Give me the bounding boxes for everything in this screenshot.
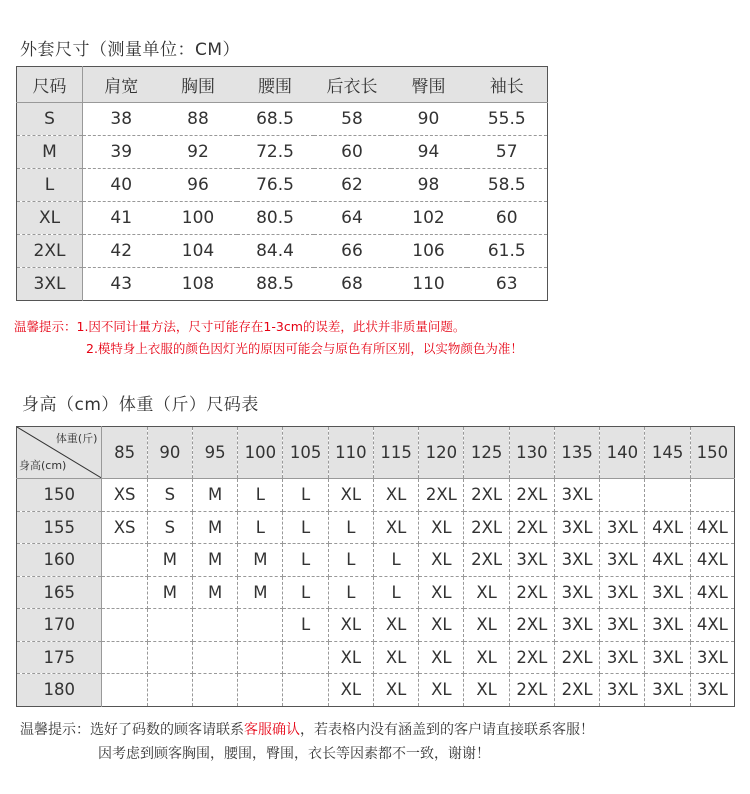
recommended-size-cell: 2XL: [509, 674, 554, 707]
recommended-size-cell: 3XL: [690, 641, 734, 674]
recommended-size-cell: L: [283, 576, 328, 609]
footer-tip-prefix: 温馨提示：选好了码数的顾客请联系: [20, 722, 244, 738]
recommended-size-cell: L: [238, 479, 283, 512]
recommended-size-cell: S: [147, 479, 192, 512]
recommended-size-cell: L: [373, 544, 418, 577]
measurement-column-header: 袖长: [467, 67, 548, 103]
recommended-size-cell: [102, 674, 147, 707]
height-row: [17, 641, 735, 674]
measurement-cell: 76.5: [237, 169, 314, 202]
recommended-size-cell: L: [328, 576, 373, 609]
recommended-size-cell: [192, 641, 237, 674]
recommended-size-cell: 3XL: [645, 674, 690, 707]
measurement-cell: 42: [83, 235, 160, 268]
weight-column-header: 145: [645, 427, 690, 479]
height-row: [17, 674, 735, 707]
measurement-cell: 61.5: [467, 235, 548, 268]
recommended-size-cell: 3XL: [554, 576, 599, 609]
recommended-size-cell: [238, 609, 283, 642]
recommended-size-cell: 4XL: [690, 576, 734, 609]
recommended-size-cell: 4XL: [690, 609, 734, 642]
height-label-cell: 160: [17, 544, 102, 577]
hw-header-row: [17, 427, 735, 479]
recommended-size-cell: XL: [464, 576, 509, 609]
recommended-size-cell: 3XL: [645, 641, 690, 674]
height-row: [17, 479, 735, 512]
measurement-cell: 66: [314, 235, 391, 268]
measurement-cell: 41: [83, 202, 160, 235]
recommended-size-cell: 3XL: [554, 544, 599, 577]
recommended-size-cell: [102, 576, 147, 609]
measurement-cell: 108: [181, 274, 215, 294]
recommended-size-cell: 2XL: [509, 641, 554, 674]
recommended-size-cell: 3XL: [696, 680, 728, 700]
recommended-size-cell: 3XL: [645, 576, 690, 609]
recommended-size-cell: M: [192, 511, 237, 544]
measurement-cell: 60: [467, 202, 548, 235]
recommended-size-cell: XL: [419, 674, 464, 707]
corner-cell: [17, 427, 102, 479]
footer-tip-1: [20, 719, 594, 739]
recommended-size-cell: 3XL: [600, 674, 645, 707]
measurement-cell: 102: [391, 202, 467, 235]
measurement-column-header: 腰围: [237, 67, 314, 103]
weight-column-header: 120: [419, 427, 464, 479]
weight-column-header: 125: [464, 427, 509, 479]
recommended-size-cell: L: [283, 609, 328, 642]
weight-column-header: 115: [373, 427, 418, 479]
measurement-cell: 88: [160, 103, 237, 136]
recommended-size-cell: 4XL: [690, 511, 734, 544]
recommended-size-cell: 3XL: [554, 609, 599, 642]
garment-size-title: 外套尺寸（测量单位：CM）: [20, 40, 241, 60]
recommended-size-cell: M: [192, 479, 237, 512]
height-row: [17, 544, 735, 577]
weight-column-header: 150: [690, 427, 734, 479]
recommended-size-cell: L: [238, 511, 283, 544]
confirm-with-service-highlight: 客服确认: [244, 722, 300, 738]
recommended-size-cell: 3XL: [600, 511, 645, 544]
recommended-size-cell: 3XL: [600, 544, 645, 577]
recommended-size-cell: 3XL: [645, 609, 690, 642]
recommended-size-cell: L: [283, 479, 328, 512]
recommended-size-cell: 2XL: [509, 609, 554, 642]
height-row: [17, 511, 735, 544]
recommended-size-cell: M: [147, 544, 192, 577]
measurement-cell: 84.4: [237, 235, 314, 268]
measurement-cell: 110: [412, 274, 445, 294]
recommended-size-cell: XL: [419, 544, 464, 577]
measurement-cell: 58.5: [467, 169, 548, 202]
recommended-size-cell: [147, 674, 192, 707]
recommended-size-cell: L: [373, 576, 418, 609]
recommended-size-cell: 2XL: [509, 511, 554, 544]
color-note: 2.模特身上衣服的颜色因灯光的原因可能会与原色有所区别，以实物颜色为准！: [86, 341, 523, 356]
recommended-size-cell: 3XL: [600, 641, 645, 674]
height-label-cell: 175: [17, 641, 102, 674]
recommended-size-cell: XL: [373, 641, 418, 674]
size-label-cell: S: [17, 103, 83, 136]
recommended-size-cell: XL: [328, 641, 373, 674]
recommended-size-cell: XL: [373, 674, 418, 707]
recommended-size-cell: [283, 641, 328, 674]
recommended-size-cell: 4XL: [690, 544, 734, 577]
size-label-cell: L: [17, 169, 83, 202]
recommended-size-cell: XL: [373, 609, 418, 642]
size-label-cell: 3XL: [17, 268, 83, 301]
recommended-size-cell: [192, 674, 237, 707]
measurement-cell: 98: [391, 169, 467, 202]
measurement-cell: 88.5: [256, 274, 294, 294]
weight-column-header: 110: [328, 427, 373, 479]
size-column-header: 尺码: [17, 67, 83, 103]
size-label-cell: 2XL: [17, 235, 83, 268]
recommended-size-cell: [102, 544, 147, 577]
recommended-size-cell: L: [283, 544, 328, 577]
recommended-size-cell: 2XL: [464, 544, 509, 577]
recommended-size-cell: XS: [102, 479, 147, 512]
height-weight-table: [16, 426, 735, 707]
weight-column-header: 105: [283, 427, 328, 479]
garment-size-row: [17, 235, 548, 268]
recommended-size-cell: [102, 609, 147, 642]
measurement-column-header: 肩宽: [83, 67, 160, 103]
garment-size-row: [17, 268, 548, 301]
garment-size-row: [17, 136, 548, 169]
measurement-cell: 68.5: [237, 103, 314, 136]
weight-column-header: 90: [147, 427, 192, 479]
recommended-size-cell: XL: [464, 674, 509, 707]
weight-column-header: 85: [102, 427, 147, 479]
recommended-size-cell: M: [238, 544, 283, 577]
recommended-size-cell: XL: [419, 609, 464, 642]
measurement-cell: 40: [83, 169, 160, 202]
measurement-cell: 80.5: [237, 202, 314, 235]
recommended-size-cell: 3XL: [600, 609, 645, 642]
measurement-cell: 68: [341, 274, 363, 294]
measurement-cell: 92: [160, 136, 237, 169]
recommended-size-cell: 4XL: [645, 544, 690, 577]
measurement-cell: 90: [391, 103, 467, 136]
measurement-column-header: 胸围: [160, 67, 237, 103]
recommended-size-cell: XL: [419, 576, 464, 609]
recommended-size-cell: 2XL: [419, 479, 464, 512]
recommended-size-cell: XL: [419, 641, 464, 674]
measurement-cell: 63: [495, 274, 518, 294]
recommended-size-cell: [283, 674, 328, 707]
measurement-cell: 43: [110, 274, 133, 294]
height-label-cell: 165: [17, 576, 102, 609]
recommended-size-cell: XL: [464, 641, 509, 674]
garment-size-row: [17, 202, 548, 235]
footer-tip-2: 因考虑到顾客胸围，腰围，臀围，衣长等因素都不一致，谢谢！: [98, 746, 490, 762]
garment-header-row: [17, 67, 548, 103]
recommended-size-cell: [238, 641, 283, 674]
height-label-cell: 170: [17, 609, 102, 642]
measurement-cell: 39: [83, 136, 160, 169]
measurement-cell: 72.5: [237, 136, 314, 169]
recommended-size-cell: 2XL: [509, 576, 554, 609]
recommended-size-cell: M: [147, 576, 192, 609]
garment-size-table: [16, 66, 548, 301]
recommended-size-cell: [147, 609, 192, 642]
height-row: [17, 609, 735, 642]
weight-column-header: 140: [600, 427, 645, 479]
measurement-cell: 58: [314, 103, 391, 136]
measurement-cell: 38: [83, 103, 160, 136]
height-row: [17, 576, 735, 609]
height-label-cell: 155: [17, 511, 102, 544]
measurement-cell: 60: [314, 136, 391, 169]
weight-column-header: 100: [238, 427, 283, 479]
height-axis-label: 身高(cm): [19, 459, 67, 472]
recommended-size-cell: 3XL: [554, 479, 599, 512]
recommended-size-cell: 2XL: [464, 479, 509, 512]
height-label-cell: 150: [17, 479, 102, 512]
recommended-size-cell: 2XL: [464, 511, 509, 544]
recommended-size-cell: XL: [464, 609, 509, 642]
measurement-cell: 64: [314, 202, 391, 235]
measurement-note: 温馨提示：1.因不同计量方法，尺寸可能存在1-3cm的误差，此状并非质量问题。: [14, 319, 466, 334]
recommended-size-cell: M: [238, 576, 283, 609]
measurement-cell: 94: [391, 136, 467, 169]
recommended-size-cell: 2XL: [554, 674, 599, 707]
recommended-size-cell: 2XL: [509, 479, 554, 512]
measurement-cell: 57: [467, 136, 548, 169]
recommended-size-cell: [147, 641, 192, 674]
recommended-size-cell: [600, 479, 645, 512]
recommended-size-cell: [645, 479, 690, 512]
measurement-cell: 62: [314, 169, 391, 202]
size-label-cell: XL: [17, 202, 83, 235]
height-label-cell: 180: [17, 674, 102, 707]
recommended-size-cell: L: [328, 511, 373, 544]
recommended-size-cell: S: [147, 511, 192, 544]
recommended-size-cell: 3XL: [554, 511, 599, 544]
weight-column-header: 95: [192, 427, 237, 479]
recommended-size-cell: [238, 674, 283, 707]
garment-size-row: [17, 103, 548, 136]
measurement-cell: 106: [391, 235, 467, 268]
recommended-size-cell: [102, 641, 147, 674]
recommended-size-cell: XL: [328, 609, 373, 642]
measurement-cell: 55.5: [467, 103, 548, 136]
recommended-size-cell: XL: [328, 479, 373, 512]
recommended-size-cell: L: [283, 511, 328, 544]
recommended-size-cell: 2XL: [554, 641, 599, 674]
weight-column-header: 130: [509, 427, 554, 479]
recommended-size-cell: XL: [419, 511, 464, 544]
measurement-column-header: 后衣长: [314, 67, 391, 103]
recommended-size-cell: XL: [373, 511, 418, 544]
weight-column-header: 135: [554, 427, 599, 479]
recommended-size-cell: 3XL: [600, 576, 645, 609]
recommended-size-cell: L: [328, 544, 373, 577]
recommended-size-cell: [192, 609, 237, 642]
recommended-size-cell: M: [192, 544, 237, 577]
recommended-size-cell: XL: [373, 479, 418, 512]
measurement-cell: 96: [160, 169, 237, 202]
measurement-column-header: 臀围: [391, 67, 467, 103]
recommended-size-cell: [690, 479, 734, 512]
recommended-size-cell: XL: [328, 674, 373, 707]
recommended-size-cell: 3XL: [509, 544, 554, 577]
measurement-cell: 104: [160, 235, 237, 268]
recommended-size-cell: M: [192, 576, 237, 609]
recommended-size-cell: XS: [102, 511, 147, 544]
garment-size-row: [17, 169, 548, 202]
height-weight-title: 身高（cm）体重（斤）尺码表: [22, 395, 259, 415]
recommended-size-cell: 4XL: [645, 511, 690, 544]
footer-tip-suffix: ，若表格内没有涵盖到的客户请直接联系客服！: [300, 722, 594, 738]
size-label-cell: M: [17, 136, 83, 169]
measurement-cell: 100: [160, 202, 237, 235]
weight-axis-label: 体重(斤): [55, 432, 98, 445]
